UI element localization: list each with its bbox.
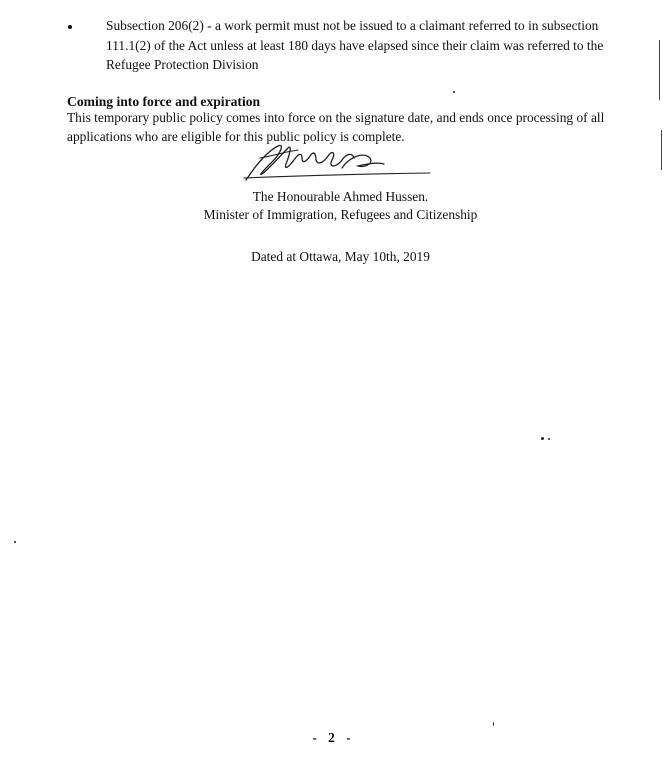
signer-title: Minister of Immigration, Refugees and Citizenship [203,207,478,222]
bullet-text: Subsection 206(2) - a work permit must not be issued to a claimant referred to in subsection 111.1(2) of the Act unless at least 180 days have elapsed since their claim was referred to the Refugee Protection Division [106,18,604,72]
scan-speck [493,722,494,726]
page-number: - 2 - [312,730,355,745]
dated-line: Dated at Ottawa, May 10th, 2019 [251,249,430,264]
bullet-item [88,16,608,75]
scan-speck [453,91,455,93]
bullet-marker-icon [68,25,72,29]
scan-speck [548,438,550,440]
scan-speck [14,541,16,543]
section-body: This temporary public policy comes into force on the signature date, and ends once processing of all applications who are eligible for this public policy is complete. [67,110,605,144]
scan-speck [541,437,544,440]
scan-edge-mark [661,130,662,170]
signature-icon [232,138,432,186]
section-heading: Coming into force and expiration [67,94,261,109]
scan-edge-mark [659,40,660,100]
signer-name: The Honourable Ahmed Hussen. [252,189,429,204]
